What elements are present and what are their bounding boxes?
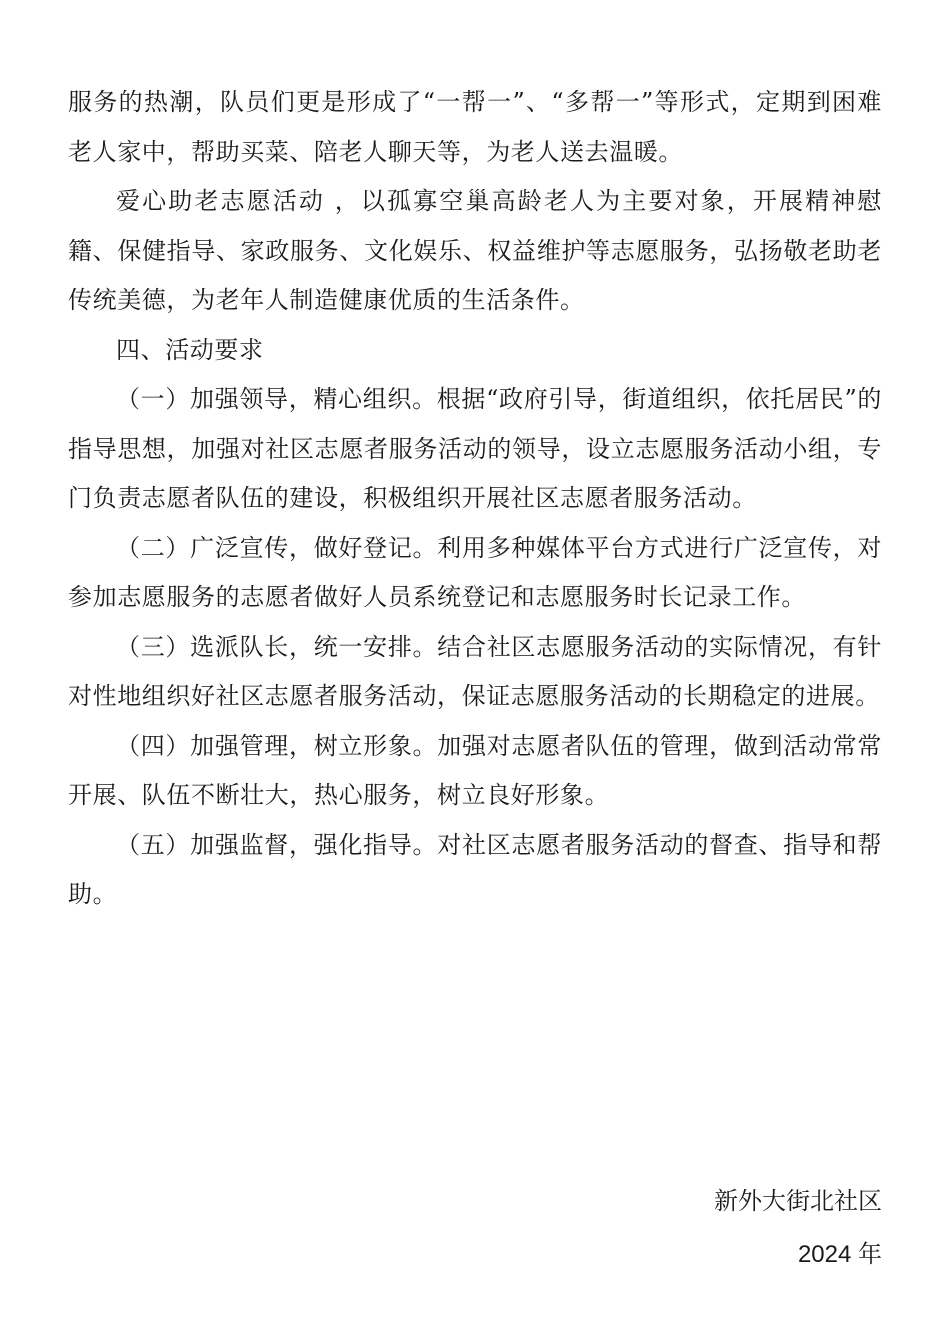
section-heading-requirements: 四、活动要求 — [116, 335, 264, 364]
signature-date: 2024 年 — [797, 1241, 882, 1268]
paragraph-requirement-1: （一）加强领导，精心组织。根据“政府引导，街道组织，依托居民”的指导思想，加强对社区志愿者服务活动的领导，设立志愿服务活动小组，专门负责志愿者队伍的建设，积极组织开展社区志愿者服务活动。 — [68, 385, 882, 512]
document-body — [68, 78, 882, 920]
paragraph-continuation: 服务的热潮，队员们更是形成了“一帮一”、“多帮一”等形式，定期到困难老人家中，帮助买菜、陪老人聊天等，为老人送去温暖。 — [68, 88, 882, 166]
paragraph-requirement-4: （四）加强管理，树立形象。加强对志愿者队伍的管理，做到活动常常开展、队伍不断壮大，热心服务，树立良好形象。 — [68, 731, 882, 809]
signature-organization: 新外大街北社区 — [714, 1187, 882, 1215]
paragraph-volunteer-activity: 爱心助老志愿活动 ，以孤寡空巢高龄老人为主要对象，开展精神慰籍、保健指导、家政服务、文化娱乐、权益维护等志愿服务，弘扬敬老助老传统美德，为老年人制造健康优质的生活条件。 — [68, 187, 882, 314]
signature-block — [714, 1175, 882, 1281]
paragraph-requirement-5: （五）加强监督，强化指导。对社区志愿者服务活动的督查、指导和帮助。 — [68, 830, 882, 908]
paragraph-requirement-2: （二）广泛宣传，做好登记。利用多种媒体平台方式进行广泛宣传，对参加志愿服务的志愿者做好人员系统登记和志愿服务时长记录工作。 — [68, 533, 882, 611]
paragraph-requirement-3: （三）选派队长，统一安排。结合社区志愿服务活动的实际情况，有针对性地组织好社区志愿者服务活动，保证志愿服务活动的长期稳定的进展。 — [68, 632, 882, 710]
